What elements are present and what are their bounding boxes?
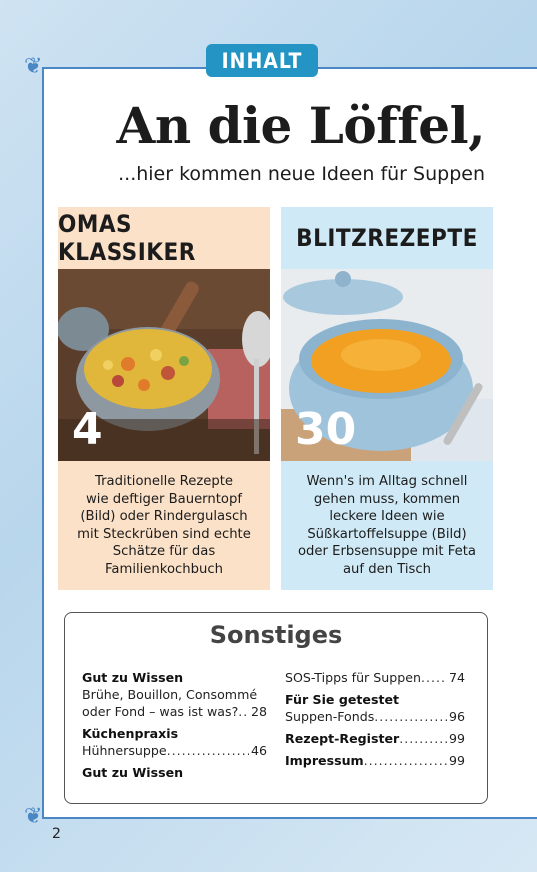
dot-leader bbox=[167, 742, 249, 759]
toc-page: 28 bbox=[250, 704, 267, 719]
description-line: mit Steckrüben sind echte bbox=[77, 526, 251, 542]
toc-page: 96 bbox=[448, 709, 465, 724]
card-description bbox=[281, 461, 493, 578]
toc-entry[interactable] bbox=[82, 725, 267, 759]
page-number-badge: 30 bbox=[295, 404, 357, 455]
description-line: leckere Ideen wie bbox=[329, 509, 445, 524]
dot-leader bbox=[374, 708, 447, 725]
stew-pot-photo bbox=[58, 269, 270, 461]
toc-line bbox=[285, 730, 465, 747]
toc-text: SOS-Tipps für Suppen bbox=[285, 670, 421, 685]
description-line: Schätze für das bbox=[112, 544, 216, 559]
toc-page: 74 bbox=[448, 670, 465, 685]
toc-page: 46 bbox=[250, 743, 267, 758]
card-blitzrezepte[interactable] bbox=[281, 207, 493, 590]
ornament-top-left-icon: ❦ bbox=[24, 54, 43, 79]
toc-line bbox=[82, 742, 267, 759]
dot-leader bbox=[238, 703, 249, 720]
card-heading: BLITZREZEPTE bbox=[296, 224, 478, 252]
description-line: Wenn's im Alltag schnell bbox=[306, 474, 468, 489]
dot-leader bbox=[399, 730, 447, 747]
description-line: Traditionelle Rezepte bbox=[94, 474, 234, 489]
description-line: Süßkartoffelsuppe (Bild) bbox=[307, 526, 467, 542]
toc-line bbox=[285, 669, 465, 686]
toc-heading: Rezept-Register bbox=[285, 731, 400, 746]
toc-heading: Für Sie getestet bbox=[285, 692, 400, 707]
description-line: Familienkochbuch bbox=[105, 561, 223, 577]
toc-text: Brühe, Bouillon, Consommé bbox=[82, 687, 258, 702]
sonstiges-box bbox=[64, 612, 488, 804]
toc-heading: Impressum bbox=[285, 753, 364, 768]
toc-entry[interactable] bbox=[285, 669, 465, 686]
toc-heading: Gut zu Wissen bbox=[82, 670, 184, 685]
toc-page: 99 bbox=[448, 753, 465, 768]
ornament-bottom-left-icon: ❦ bbox=[24, 804, 43, 829]
toc-entry[interactable] bbox=[285, 730, 465, 747]
toc-heading: Gut zu Wissen bbox=[82, 765, 184, 780]
frame-left-line bbox=[42, 67, 44, 819]
description-line: auf den Tisch bbox=[342, 561, 432, 577]
toc-entry[interactable] bbox=[285, 691, 465, 725]
toc-column-right bbox=[285, 669, 465, 774]
page-title: An die Löffel, bbox=[116, 96, 485, 155]
toc-text: Hühnersuppe bbox=[82, 743, 167, 758]
toc-text: oder Fond – was ist was? bbox=[82, 704, 239, 719]
frame-bottom-line bbox=[44, 817, 537, 819]
page-number-badge: 4 bbox=[72, 404, 103, 455]
folio-page-number: 2 bbox=[52, 826, 61, 842]
card-description bbox=[58, 461, 270, 578]
dot-leader bbox=[364, 752, 447, 769]
toc-page: 99 bbox=[448, 731, 465, 746]
sonstiges-title: Sonstiges bbox=[209, 621, 343, 649]
toc-column-left bbox=[82, 669, 267, 786]
description-line: wie deftiger Bauerntopf bbox=[86, 491, 242, 507]
card-heading: OMAS KLASSIKER bbox=[58, 210, 196, 266]
toc-entry[interactable] bbox=[82, 764, 267, 781]
page-subtitle: ...hier kommen neue Ideen für Suppen bbox=[118, 163, 485, 185]
toc-line bbox=[285, 752, 465, 769]
description-line: gehen muss, kommen bbox=[313, 491, 461, 507]
description-line: (Bild) oder Rindergulasch bbox=[80, 509, 248, 524]
card-omas-klassiker[interactable] bbox=[58, 207, 270, 590]
description-line: oder Erbsensuppe mit Feta bbox=[297, 544, 476, 559]
toc-text: Suppen-Fonds bbox=[285, 709, 375, 724]
toc-heading: Küchenpraxis bbox=[82, 726, 179, 741]
soup-pot-photo bbox=[281, 269, 493, 461]
dot-leader bbox=[421, 669, 447, 686]
toc-entry[interactable] bbox=[82, 669, 267, 720]
toc-line bbox=[285, 708, 465, 725]
section-tag: INHALT bbox=[206, 44, 318, 77]
toc-entry[interactable] bbox=[285, 752, 465, 769]
toc-line bbox=[82, 703, 267, 720]
